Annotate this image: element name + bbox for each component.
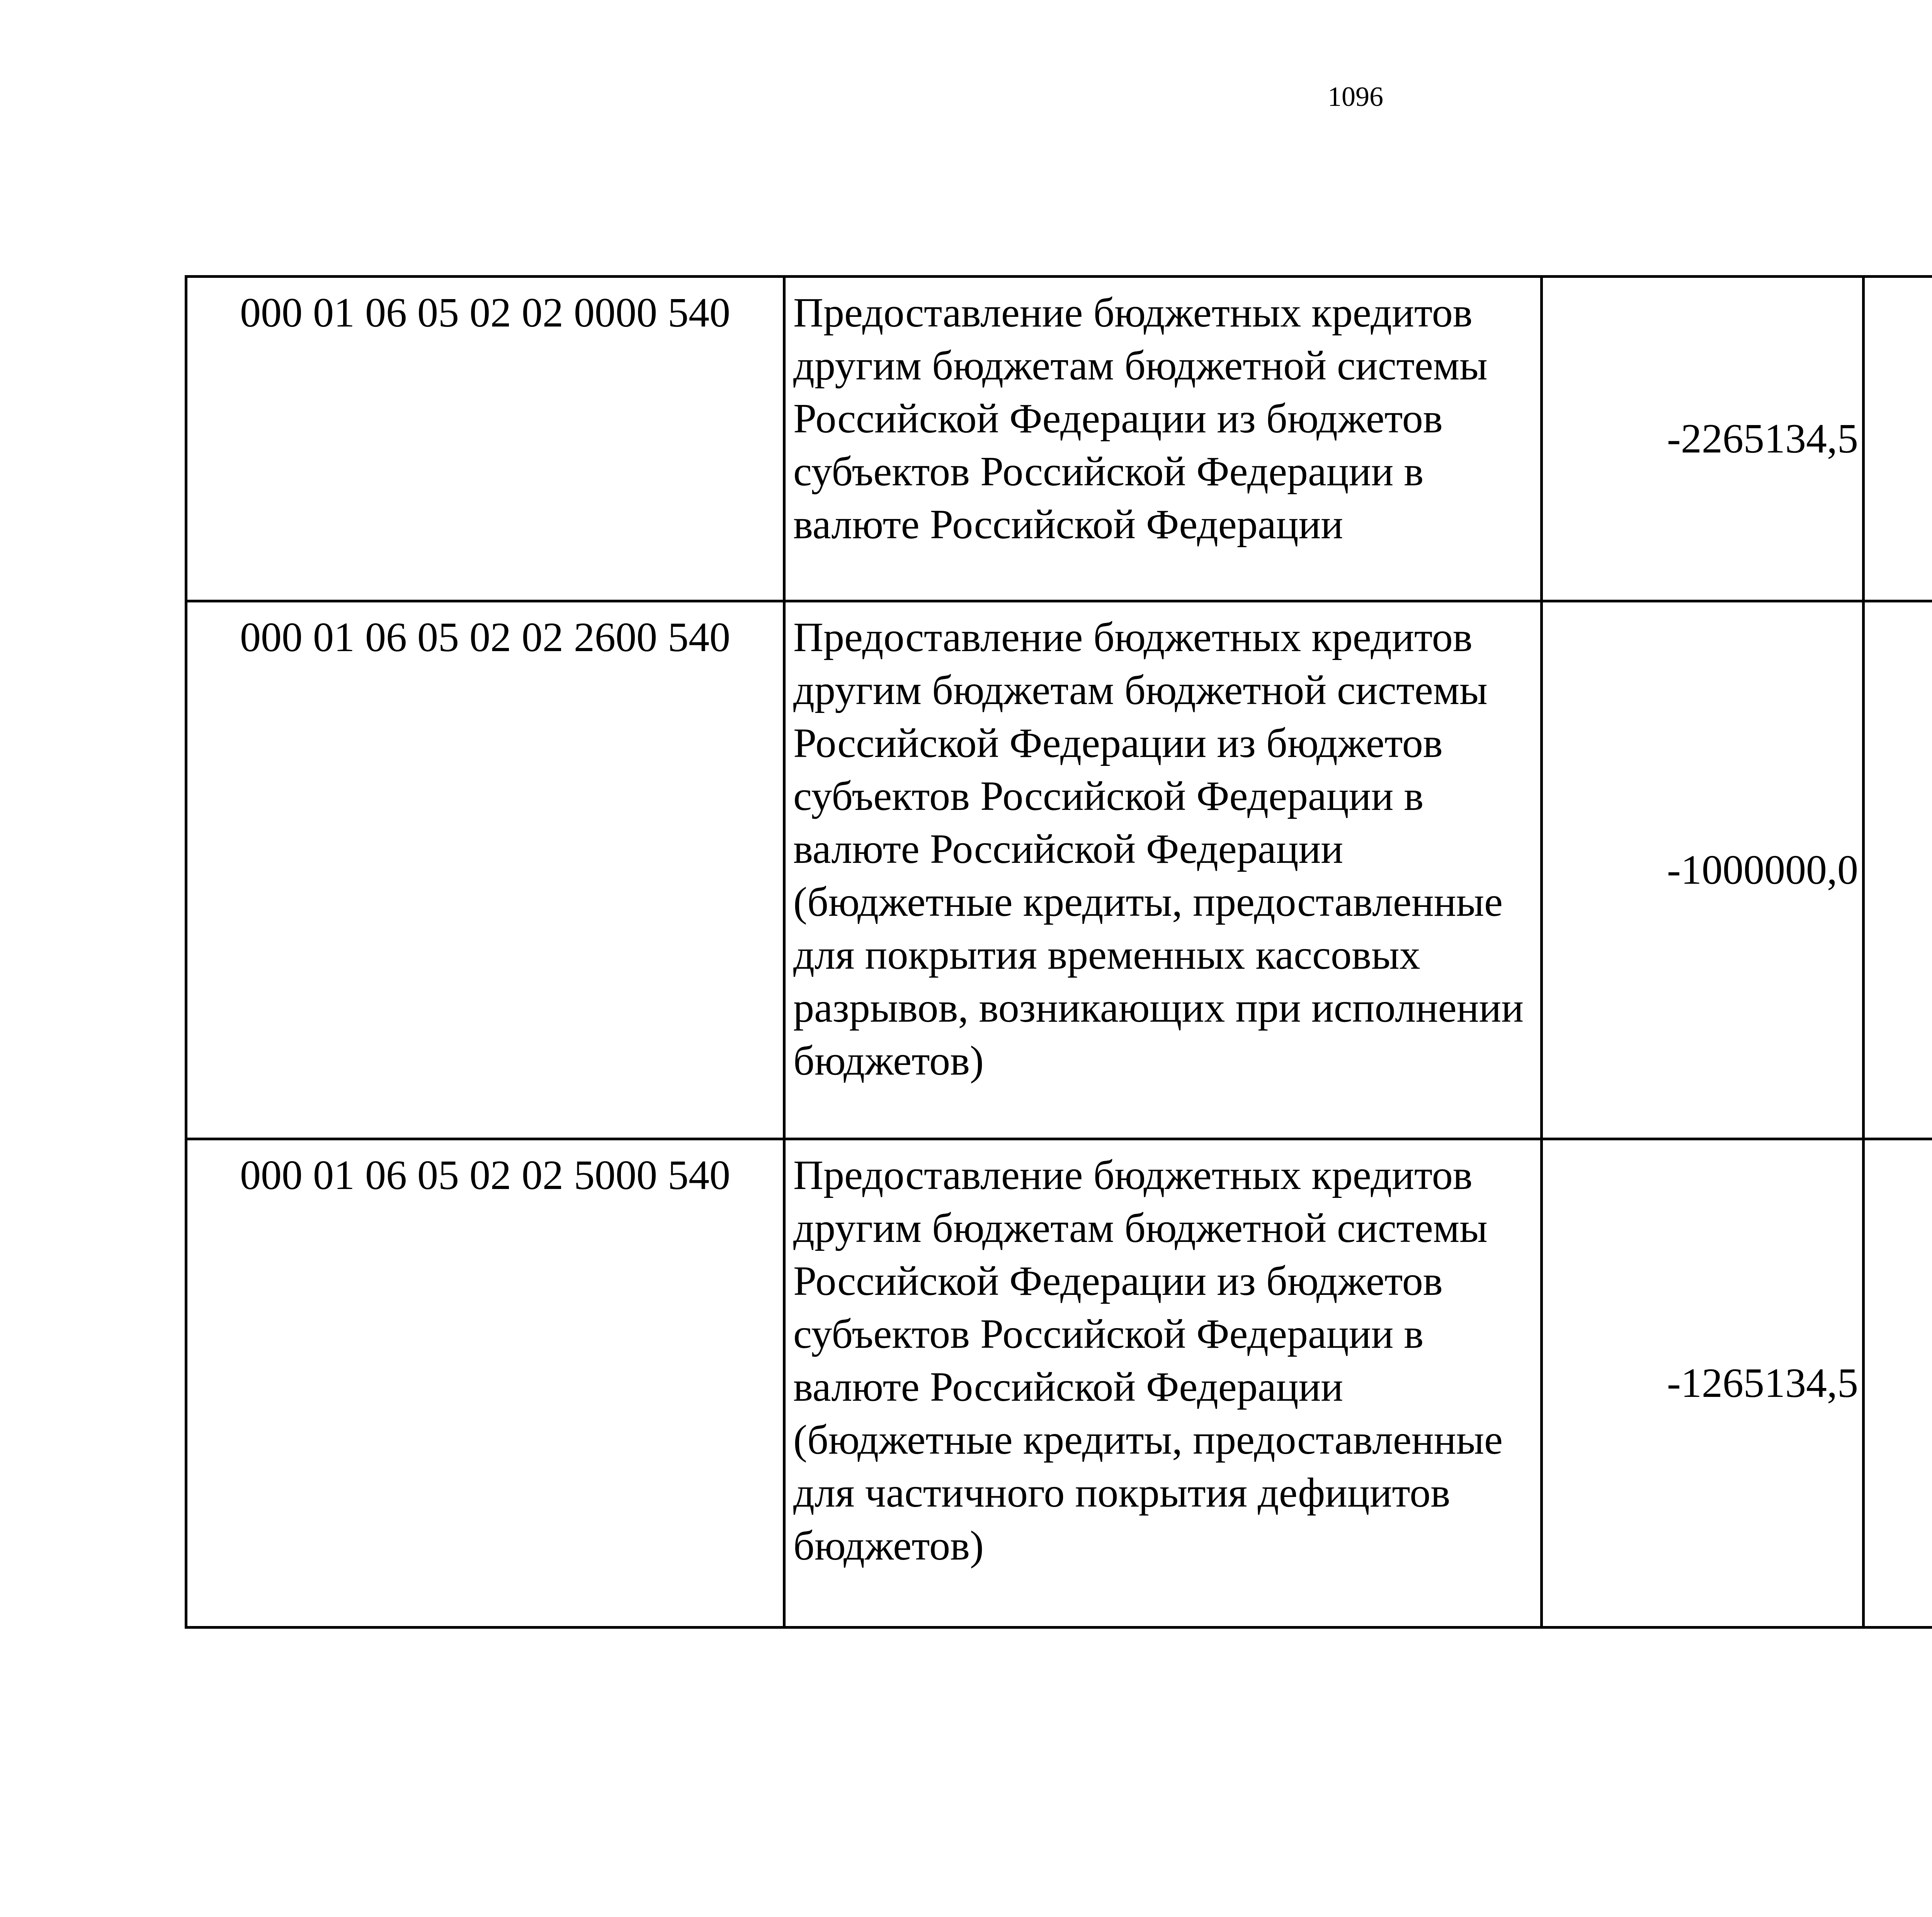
value-cell-year-2 — [1864, 1139, 1932, 1628]
value-cell-year-1: -2265134,5 — [1542, 277, 1864, 601]
value-cell-year-2 — [1864, 277, 1932, 601]
description-cell: Предоставление бюджетных кредитов другим бюджетам бюджетной системы Российской Федерации из бюджетов субъектов Российской Федерации в валюте Российской Федерации — [784, 277, 1542, 601]
budget-code-cell: 000 01 06 05 02 02 0000 540 — [186, 277, 784, 601]
budget-table — [185, 275, 1932, 1629]
budget-code-cell: 000 01 06 05 02 02 5000 540 — [186, 1139, 784, 1628]
table-row — [186, 1139, 1932, 1628]
value-cell-year-1: -1265134,5 — [1542, 1139, 1864, 1628]
table-row — [186, 601, 1932, 1139]
description-cell: Предоставление бюджетных кредитов другим бюджетам бюджетной системы Российской Федерации из бюджетов субъектов Российской Федерации в валюте Российской Федерации (бюджетные кредиты, предоставленные для частичного покрытия дефицитов бюджетов) — [784, 1139, 1542, 1628]
value-cell-year-2 — [1864, 601, 1932, 1139]
value-cell-year-1: -1000000,0 — [1542, 601, 1864, 1139]
description-cell: Предоставление бюджетных кредитов другим бюджетам бюджетной системы Российской Федерации из бюджетов субъектов Российской Федерации в валюте Российской Федерации (бюджетные кредиты, предоставленные для покрытия временных кассовых разрывов, возникающих при исполнении бюджетов) — [784, 601, 1542, 1139]
budget-code-cell: 000 01 06 05 02 02 2600 540 — [186, 601, 784, 1139]
page-number: 1096 — [1328, 81, 1383, 112]
table-row — [186, 277, 1932, 601]
